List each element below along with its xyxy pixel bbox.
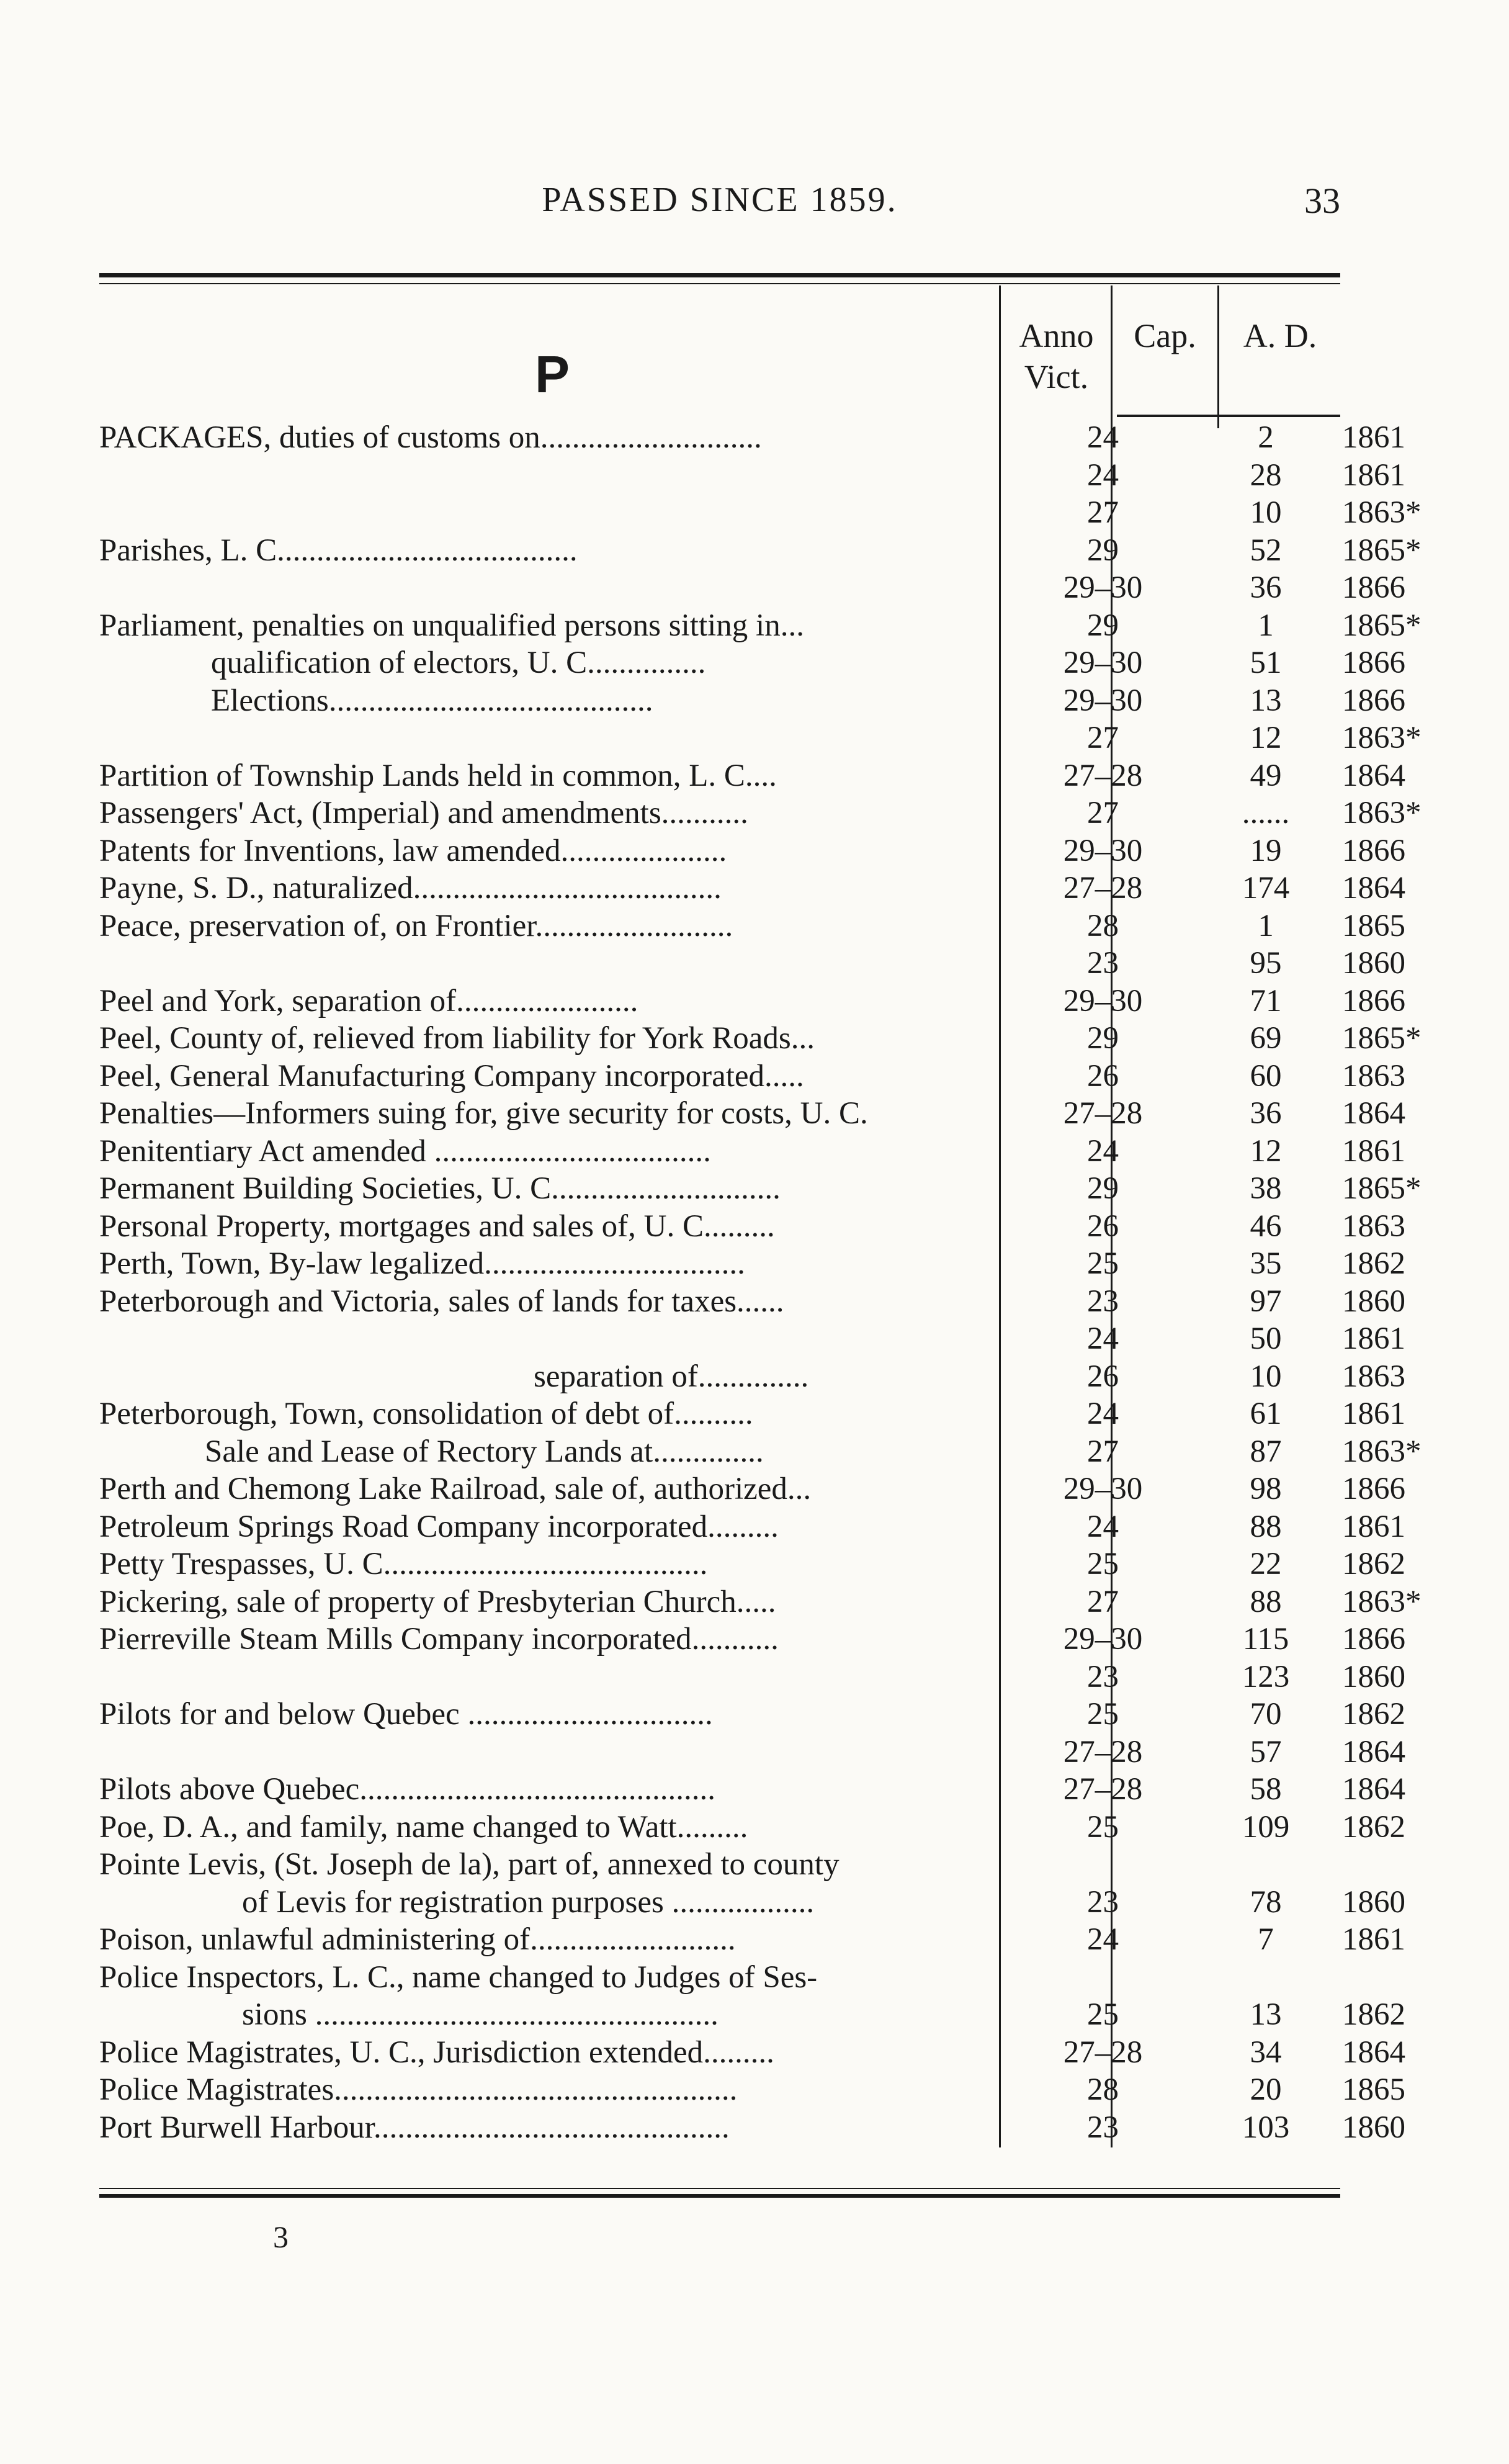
anno-vict-cell: 29–30 — [1063, 983, 1143, 1018]
entry-description — [99, 569, 993, 607]
table-row — [99, 832, 1405, 870]
table-row — [99, 682, 1405, 720]
table-row — [99, 1996, 1405, 2034]
cap-cell: 103 — [1242, 2110, 1290, 2145]
index-table — [99, 419, 1422, 2146]
anno-vict-cell: 29–30 — [1063, 683, 1143, 718]
ad-year-cell: 1861 — [1342, 457, 1405, 493]
column-header-rule — [1117, 415, 1340, 417]
table-row — [99, 1771, 1405, 1809]
cap-cell: 78 — [1250, 1884, 1282, 1920]
cap-cell: 70 — [1250, 1697, 1282, 1732]
entry-description: qualification of electors, U. C............... — [211, 645, 706, 680]
cap-cell: 12 — [1250, 721, 1282, 755]
table-row — [99, 1470, 1405, 1508]
ad-year-cell: 1864 — [1342, 1734, 1405, 1769]
ad-year-cell: 1865* — [1342, 533, 1422, 568]
entry-description: Patents for Inventions, law amended..................... — [99, 833, 727, 868]
entry-description: Sale and Lease of Rectory Lands at.............. — [205, 1434, 764, 1469]
table-row — [99, 870, 1405, 907]
ad-year-cell: 1861 — [1342, 420, 1405, 455]
anno-vict-cell: 29–30 — [1063, 645, 1143, 680]
ad-year-cell: 1865 — [1342, 2072, 1405, 2107]
cap-cell: 50 — [1250, 1321, 1282, 1356]
anno-vict-cell: 23 — [1087, 1659, 1119, 1694]
entry-description: Penitentiary Act amended ................................... — [99, 1133, 711, 1169]
entry-description: Peace, preservation of, on Frontier......................... — [99, 908, 733, 943]
anno-vict-cell: 27 — [1087, 1434, 1119, 1469]
table-row — [99, 607, 1422, 645]
cap-cell: 98 — [1250, 1472, 1282, 1506]
anno-vict-cell: 26 — [1087, 1058, 1119, 1094]
bottom-rule-thin — [99, 2188, 1340, 2189]
ad-year-cell: 1864 — [1342, 758, 1405, 793]
ad-year-cell: 1865* — [1342, 1021, 1422, 1056]
page-number: 33 — [1304, 181, 1340, 221]
anno-vict-cell: 26 — [1087, 1208, 1119, 1244]
signature-mark: 3 — [273, 2219, 289, 2254]
section-letter: P — [535, 345, 570, 403]
cap-cell: 13 — [1250, 1997, 1282, 2032]
entry-description: Poison, unlawful administering of.......................... — [99, 1922, 736, 1957]
cap-cell: 87 — [1250, 1434, 1282, 1469]
entry-description: Elections......................................... — [211, 683, 653, 718]
table-row — [99, 1884, 1405, 1922]
table-row — [99, 1020, 1422, 1058]
anno-vict-cell: 27–28 — [1063, 758, 1143, 793]
cap-cell: 123 — [1242, 1659, 1290, 1694]
table-row — [99, 1320, 1405, 1358]
top-rule-thin — [99, 283, 1340, 284]
table-row — [99, 644, 1405, 682]
table-row — [99, 945, 1405, 982]
table-row — [99, 1809, 1405, 1846]
ad-year-cell: 1864 — [1342, 871, 1405, 906]
entry-description: Petroleum Springs Road Company incorporated......... — [99, 1509, 779, 1544]
anno-vict-cell: 27 — [1087, 495, 1119, 530]
entry-description: separation of.............. — [534, 1359, 809, 1394]
anno-vict-cell: 23 — [1087, 2110, 1119, 2145]
ad-year-cell: 1864 — [1342, 1772, 1405, 1807]
entry-description: Peel and York, separation of....................... — [99, 983, 638, 1018]
table-row — [99, 1921, 1405, 1959]
entry-description: Peterborough and Victoria, sales of lands for taxes...... — [99, 1284, 784, 1319]
entry-description: Payne, S. D., naturalized....................................... — [99, 871, 722, 906]
ad-year-cell: 1861 — [1342, 1133, 1405, 1169]
entry-description: Poe, D. A., and family, name changed to Watt......... — [99, 1809, 748, 1845]
anno-vict-cell: 29 — [1087, 1021, 1119, 1056]
anno-vict-cell: 23 — [1087, 946, 1119, 981]
cap-cell: 97 — [1250, 1284, 1282, 1319]
entry-description: Permanent Building Societies, U. C............................. — [99, 1171, 781, 1206]
column-header-ad: A. D. — [1243, 317, 1317, 354]
anno-vict-cell: 29–30 — [1063, 570, 1143, 605]
entry-description: Penalties—Informers suing for, give security for costs, U. C. — [99, 1096, 868, 1131]
entry-description — [99, 457, 993, 495]
ad-year-cell: 1860 — [1342, 2110, 1405, 2145]
table-row — [99, 532, 1422, 570]
anno-vict-cell: 29–30 — [1063, 833, 1143, 868]
column-header-cap: Cap. — [1134, 317, 1196, 354]
anno-vict-cell: 24 — [1087, 1396, 1119, 1431]
ad-year-cell: 1862 — [1342, 1809, 1405, 1845]
cap-cell: 46 — [1250, 1208, 1282, 1244]
table-row — [99, 794, 1422, 832]
cap-cell: 7 — [1258, 1922, 1274, 1957]
table-row — [99, 457, 1405, 495]
entry-description: Pilots above Quebec............................................. — [99, 1772, 715, 1807]
ad-year-cell: 1866 — [1342, 983, 1405, 1018]
bottom-rule-thick — [99, 2194, 1340, 2198]
column-divider-ad — [1217, 286, 1219, 428]
cap-cell: 36 — [1250, 570, 1282, 605]
ad-year-cell: 1866 — [1342, 683, 1405, 718]
cap-cell: 20 — [1250, 2072, 1282, 2107]
anno-vict-cell: 29 — [1087, 608, 1119, 643]
entry-description: Pointe Levis, (St. Joseph de la), part of, annexed to county — [99, 1847, 840, 1882]
table-row — [99, 1283, 1405, 1321]
ad-year-cell: 1866 — [1342, 833, 1405, 868]
entry-description: Pilots for and below Quebec ............................... — [99, 1697, 713, 1732]
anno-vict-cell: 25 — [1087, 1246, 1119, 1281]
cap-cell: ...... — [1242, 796, 1290, 830]
cap-cell: 95 — [1250, 946, 1282, 981]
table-row — [99, 1395, 1405, 1433]
running-head: PASSED SINCE 1859. — [542, 181, 898, 219]
entry-description: Police Inspectors, L. C., name changed to Judges of Ses- — [99, 1959, 818, 1995]
anno-vict-cell: 27–28 — [1063, 1772, 1143, 1807]
cap-cell: 60 — [1250, 1058, 1282, 1094]
ad-year-cell: 1860 — [1342, 1884, 1405, 1920]
top-rule-thick — [99, 273, 1340, 277]
entry-description: Partition of Township Lands held in common, L. C.... — [99, 758, 777, 793]
entry-description: Petty Trespasses, U. C......................................... — [99, 1547, 708, 1581]
ad-year-cell: 1861 — [1342, 1922, 1405, 1957]
anno-vict-cell: 29–30 — [1063, 1622, 1143, 1657]
ad-year-cell: 1860 — [1342, 1659, 1405, 1694]
cap-cell: 52 — [1250, 533, 1282, 568]
ad-year-cell: 1863 — [1342, 1208, 1405, 1244]
cap-cell: 51 — [1250, 645, 1282, 680]
entry-description: Police Magistrates................................................... — [99, 2072, 738, 2107]
anno-vict-cell: 23 — [1087, 1284, 1119, 1319]
cap-cell: 88 — [1250, 1584, 1282, 1619]
ad-year-cell: 1862 — [1342, 1246, 1405, 1281]
table-row — [99, 2034, 1405, 2072]
cap-cell: 1 — [1258, 908, 1274, 943]
anno-vict-cell: 27–28 — [1063, 1734, 1143, 1769]
cap-cell: 58 — [1250, 1772, 1282, 1807]
anno-vict-cell: 25 — [1087, 1997, 1119, 2032]
table-row — [99, 1133, 1405, 1171]
table-row — [99, 1658, 1405, 1696]
cap-cell: 115 — [1242, 1622, 1289, 1657]
cap-cell: 69 — [1250, 1021, 1282, 1056]
table-row — [99, 1696, 1405, 1733]
ad-year-cell: 1863* — [1342, 1434, 1422, 1469]
ad-year-cell: 1863* — [1342, 495, 1422, 530]
page-header — [99, 180, 1340, 230]
anno-vict-cell: 24 — [1087, 457, 1119, 493]
anno-vict-cell: 29 — [1087, 1171, 1119, 1206]
ad-year-cell: 1862 — [1342, 1997, 1405, 2032]
ad-year-cell: 1863 — [1342, 1359, 1405, 1394]
anno-vict-cell: 29 — [1087, 533, 1119, 568]
cap-cell: 61 — [1250, 1396, 1282, 1431]
cap-cell: 12 — [1250, 1133, 1282, 1169]
entry-description: Personal Property, mortgages and sales of, U. C......... — [99, 1208, 775, 1244]
ad-year-cell: 1866 — [1342, 570, 1405, 605]
ad-year-cell: 1866 — [1342, 1472, 1405, 1506]
cap-cell: 10 — [1250, 495, 1282, 530]
cap-cell: 1 — [1258, 608, 1274, 643]
ad-year-cell: 1860 — [1342, 1284, 1405, 1319]
column-header-anno — [1002, 315, 1111, 397]
ad-year-cell: 1866 — [1342, 645, 1405, 680]
table-row — [99, 907, 1405, 945]
ad-year-cell: 1861 — [1342, 1509, 1405, 1544]
anno-vict-cell: 27–28 — [1063, 871, 1143, 906]
anno-vict-cell: 24 — [1087, 1922, 1119, 1957]
entry-description: Perth and Chemong Lake Railroad, sale of, authorized... — [99, 1472, 812, 1506]
ad-year-cell: 1863* — [1342, 721, 1422, 755]
anno-vict-cell: 24 — [1087, 1321, 1119, 1356]
anno-vict-cell: 24 — [1087, 420, 1119, 455]
entry-description: Passengers' Act, (Imperial) and amendments........... — [99, 796, 748, 830]
ad-year-cell: 1866 — [1342, 1622, 1405, 1657]
anno-vict-cell: 27–28 — [1063, 2035, 1143, 2070]
ad-year-cell: 1865* — [1342, 1171, 1422, 1206]
anno-vict-cell: 27 — [1087, 721, 1119, 755]
table-row — [99, 1095, 1405, 1133]
cap-cell: 19 — [1250, 833, 1282, 868]
entry-description — [99, 1320, 993, 1358]
cap-cell: 10 — [1250, 1359, 1282, 1394]
entry-description: Peel, County of, relieved from liability for York Roads... — [99, 1021, 815, 1056]
cap-cell: 2 — [1258, 420, 1274, 455]
table-row — [99, 1959, 1340, 1997]
table-row — [99, 1058, 1405, 1095]
table-row — [99, 1846, 1340, 1884]
anno-vict-cell: 27 — [1087, 1584, 1119, 1619]
ad-year-cell: 1863 — [1342, 1058, 1405, 1094]
table-row — [99, 1170, 1422, 1208]
table-row — [99, 2109, 1405, 2147]
cap-cell: 38 — [1250, 1171, 1282, 1206]
entry-description: Police Magistrates, U. C., Jurisdiction extended......... — [99, 2035, 774, 2070]
ad-year-cell: 1863* — [1342, 796, 1422, 830]
table-row — [99, 1433, 1422, 1471]
entry-description — [99, 719, 993, 757]
entry-description: of Levis for registration purposes .................. — [242, 1884, 815, 1920]
table-row — [99, 1545, 1405, 1583]
entry-description: Perth, Town, By-law legalized................................. — [99, 1246, 745, 1281]
entry-description: Parliament, penalties on unqualified persons sitting in... — [99, 608, 804, 643]
anno-vict-cell: 27–28 — [1063, 1096, 1143, 1131]
table-row — [99, 1508, 1405, 1546]
entry-description: Pickering, sale of property of Presbyterian Church..... — [99, 1584, 776, 1619]
anno-vict-cell: 29–30 — [1063, 1472, 1143, 1506]
ad-year-cell: 1865 — [1342, 908, 1405, 943]
entry-description — [99, 494, 993, 532]
table-row — [99, 1208, 1405, 1246]
anno-vict-cell: 27 — [1087, 796, 1119, 830]
ad-year-cell: 1861 — [1342, 1321, 1405, 1356]
column-header-anno-label: Anno Vict. — [1019, 317, 1094, 395]
ad-year-cell: 1862 — [1342, 1547, 1405, 1581]
anno-vict-cell: 25 — [1087, 1697, 1119, 1732]
table-row — [99, 982, 1405, 1020]
anno-vict-cell: 24 — [1087, 1133, 1119, 1169]
cap-cell: 57 — [1250, 1734, 1282, 1769]
cap-cell: 36 — [1250, 1096, 1282, 1131]
table-row — [99, 419, 1405, 457]
entry-description: Pierreville Steam Mills Company incorporated........... — [99, 1622, 779, 1657]
cap-cell: 109 — [1242, 1809, 1290, 1845]
table-row — [99, 569, 1405, 607]
entry-description: sions ................................................... — [242, 1997, 719, 2032]
entry-description — [99, 945, 993, 982]
table-row — [99, 1245, 1405, 1283]
cap-cell: 174 — [1242, 871, 1290, 906]
cap-cell: 28 — [1250, 457, 1282, 493]
ad-year-cell: 1862 — [1342, 1697, 1405, 1732]
table-row — [99, 494, 1422, 532]
table-row — [99, 757, 1405, 795]
ad-year-cell: 1863* — [1342, 1584, 1422, 1619]
cap-cell: 35 — [1250, 1246, 1282, 1281]
entry-description — [99, 1658, 993, 1696]
entry-description: Port Burwell Harbour............................................. — [99, 2110, 730, 2145]
entry-description: Peel, General Manufacturing Company incorporated..... — [99, 1058, 804, 1094]
ad-year-cell: 1864 — [1342, 2035, 1405, 2070]
entry-description — [99, 1733, 993, 1771]
cap-cell: 88 — [1250, 1509, 1282, 1544]
entry-description: Parishes, L. C...................................... — [99, 533, 578, 568]
table-row — [99, 719, 1422, 757]
ad-year-cell: 1861 — [1342, 1396, 1405, 1431]
table-row — [99, 2071, 1405, 2109]
cap-cell: 71 — [1250, 983, 1282, 1018]
entry-description: PACKAGES, duties of customs on............................ — [99, 420, 762, 455]
table-row — [99, 1621, 1405, 1658]
table-row — [99, 1733, 1405, 1771]
anno-vict-cell: 25 — [1087, 1547, 1119, 1581]
ad-year-cell: 1864 — [1342, 1096, 1405, 1131]
ad-year-cell: 1860 — [1342, 946, 1405, 981]
anno-vict-cell: 26 — [1087, 1359, 1119, 1394]
cap-cell: 49 — [1250, 758, 1282, 793]
cap-cell: 13 — [1250, 683, 1282, 718]
anno-vict-cell: 28 — [1087, 908, 1119, 943]
ad-year-cell: 1865* — [1342, 608, 1422, 643]
cap-cell: 22 — [1250, 1547, 1282, 1581]
anno-vict-cell: 28 — [1087, 2072, 1119, 2107]
table-row — [99, 1583, 1422, 1621]
entry-description: Peterborough, Town, consolidation of debt of.......... — [99, 1396, 753, 1431]
anno-vict-cell: 23 — [1087, 1884, 1119, 1920]
anno-vict-cell: 24 — [1087, 1509, 1119, 1544]
table-row — [99, 1358, 1405, 1396]
cap-cell: 34 — [1250, 2035, 1282, 2070]
anno-vict-cell: 25 — [1087, 1809, 1119, 1845]
